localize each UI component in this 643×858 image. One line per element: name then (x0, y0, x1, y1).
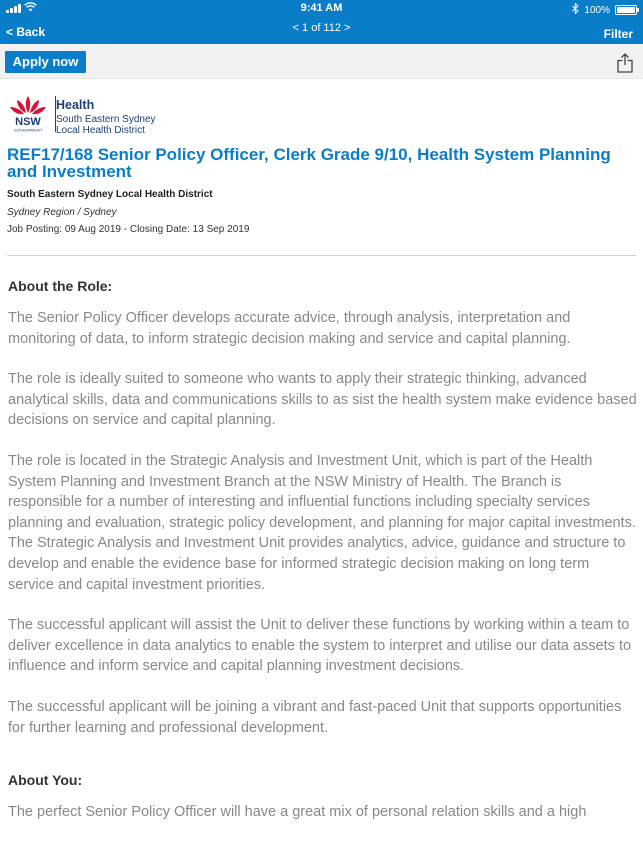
apply-now-button[interactable]: Apply now (5, 51, 86, 73)
nsw-health-logo (8, 94, 178, 136)
divider (7, 255, 636, 256)
status-bar (0, 0, 643, 18)
job-description (8, 276, 638, 823)
svg-text:NSW: NSW (15, 116, 41, 128)
logo-health: Health (56, 98, 95, 112)
job-title: REF17/168 Senior Policy Officer, Clerk Grade 9/10, Health System Planning and Investment (7, 145, 611, 181)
job-employer: South Eastern Sydney Local Health District (7, 189, 213, 200)
paragraph: The perfect Senior Policy Officer will have a great mix of personal relation skills and a high (8, 804, 587, 821)
section-heading-about-you: About You: (8, 772, 83, 789)
paragraph: The role is located in the Strategic Analysis and Investment Unit, which is part of the Health System Planning and Investment Branch at the NSW Ministry of Health. The Branch is responsible for a number of interesting and influential functions including specialty services planning and evaluation, strategic policy development, and planning for major capital investments. The Strategic Analysis and Investment Unit provides analytics, advice, guidance and structure to develop and enable the evidence base for informed strategic decision making on long term service and capital investment priorities. (8, 452, 636, 593)
battery-percent: 100% (584, 4, 610, 16)
back-button[interactable]: < Back (6, 25, 46, 39)
paragraph: The role is ideally suited to someone who wants to apply their strategic thinking, advanced analytical skills, data and communications skills to as sist the health system make evidence based decisions on service and capital planning. (8, 371, 637, 429)
job-location: Sydney Region / Sydney (7, 207, 117, 218)
pager[interactable]: < 1 of 112 > (292, 22, 351, 34)
logo-district: South Eastern Sydney Local Health District (56, 114, 156, 136)
paragraph: The successful applicant will be joining a vibrant and fast-paced Unit that supports opportunities for further learning and professional development. (8, 698, 622, 736)
paragraph: The Senior Policy Officer develops accurate advice, through analysis, interpretation and monitoring of data, to inform strategic decision making and service and capital planning. (8, 310, 571, 347)
action-toolbar (0, 44, 643, 79)
bluetooth-icon (572, 3, 579, 17)
job-dates: Job Posting: 09 Aug 2019 - Closing Date: 13 Sep 2019 (7, 224, 250, 235)
status-time: 9:41 AM (300, 2, 343, 14)
battery-icon (615, 5, 637, 15)
svg-text:GOVERNMENT: GOVERNMENT (13, 127, 43, 133)
paragraph: The successful applicant will assist the Unit to deliver these functions by working within a team to deliver excellence in data analytics to enable the system to interpret and utilise our data assets to influence and inform service and capital planning investment decisions. (8, 617, 632, 675)
section-heading-about-role: About the Role: (8, 278, 113, 294)
waratah-icon (8, 94, 48, 134)
filter-button[interactable]: Filter (603, 27, 633, 41)
nav-bar (0, 18, 643, 44)
share-icon[interactable] (617, 53, 633, 73)
